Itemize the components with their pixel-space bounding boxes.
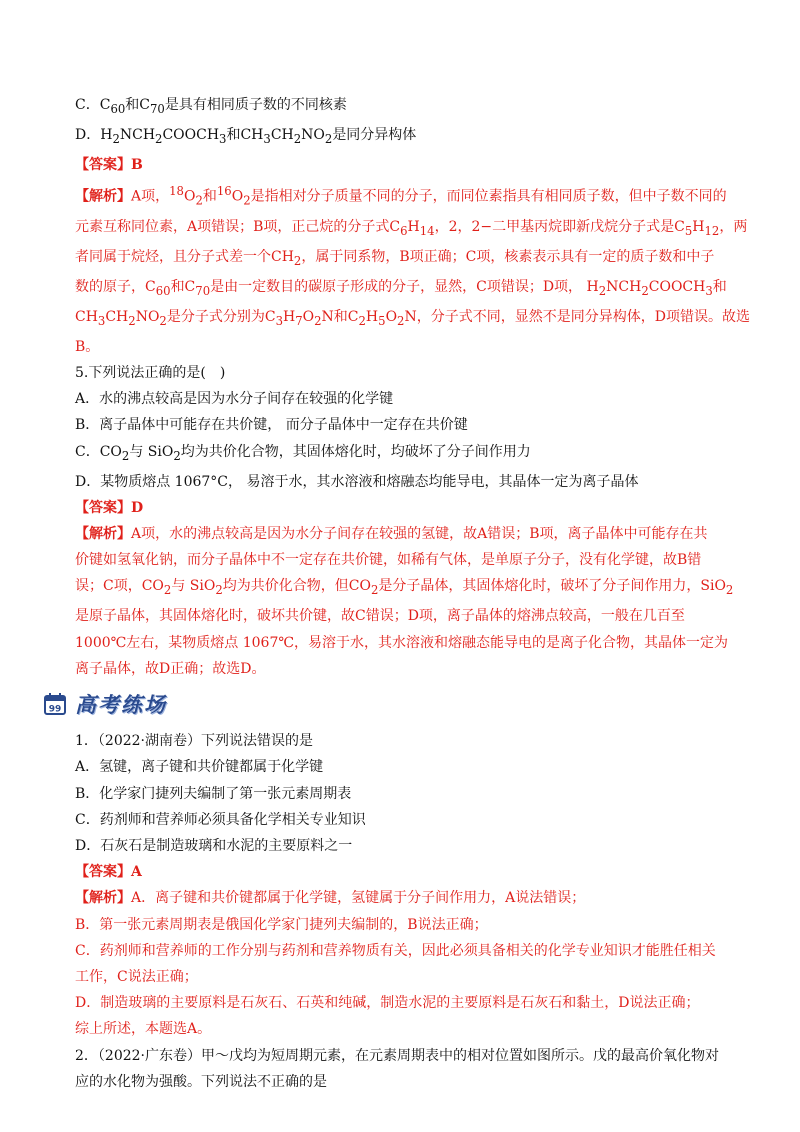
analysis-line: 工作，C说法正确； xyxy=(75,968,198,985)
analysis-line: 【解析】A项，$^{18}O_2$和$^{16}O_2$是指相对分子质量不同的分子，而同位素指具有相同质子数，但中子数不同的 xyxy=(75,184,727,208)
text-line: C．药剂师和营养师必须具备化学相关专业知识 xyxy=(75,811,366,828)
text-line: 【答案】D xyxy=(75,499,144,516)
analysis-line: 者同属于烷烃，且分子式差一个$CH_2$，属于同系物，B项正确；C项，核素表示具有一定的质子数和中子 xyxy=(75,248,715,268)
section-title: 高考练场 xyxy=(75,692,167,718)
analysis-line: 元素互称同位素，A项错误；B项，正己烷的分子式$C_6H_{14}$，2，2−二甲基丙烷即新戊烷分子式是$C_5H_{12}$，两 xyxy=(75,218,748,238)
analysis-line: C．药剂师和营养师的工作分别与药剂和营养物质有关，因此必须具备相关的化学专业知识才能胜任相关 xyxy=(75,942,716,959)
analysis-line: B。 xyxy=(75,338,100,355)
analysis-line: 价键如氢氧化钠，而分子晶体中不一定存在共价键，如稀有气体，是单原子分子，没有化学键，故B错 xyxy=(75,552,702,569)
text-line: D．某物质熔点 1067°C， 易溶于水，其水溶液和熔融态均能导电，其晶体一定为离子晶体 xyxy=(75,473,639,490)
calendar-icon-number: 99 xyxy=(48,704,62,715)
text-line: D．$H_2NCH_2COOCH_3$和$CH_3CH_2NO_2$是同分异构体 xyxy=(75,127,417,146)
document-page xyxy=(48,92,750,1095)
text-line: 【答案】B xyxy=(75,157,143,173)
analysis-line: 综上所述，本题选A。 xyxy=(75,1021,212,1038)
text-line: C．$CO_2$与 SiO$_2$均为共价化合物，其固体熔化时，均破坏了分子间作用力 xyxy=(75,443,531,463)
text-line: C．$C_{60}$和$C_{70}$是具有相同质子数的不同核素 xyxy=(75,97,347,116)
text-line: D．石灰石是制造玻璃和水泥的主要原料之一 xyxy=(75,837,353,854)
text-line: A．水的沸点较高是因为水分子间存在较强的化学键 xyxy=(75,391,394,408)
analysis-line: D．制造玻璃的主要原料是石灰石、石英和纯碱，制造水泥的主要原料是石灰石和黏土，D说法正确； xyxy=(75,995,700,1012)
practice-questions xyxy=(75,728,725,1095)
text-line: 【答案】A xyxy=(75,864,142,881)
text-line: A．氢键，离子键和共价键都属于化学键 xyxy=(75,759,324,776)
calendar-icon xyxy=(43,692,67,716)
text-line: 2．（2022·广东卷）甲～戊均为短周期元素，在元素周期表中的相对位置如图所示。戊的最高价氧化物对 xyxy=(75,1047,719,1064)
analysis-line: 离子晶体，故D正确；故选D。 xyxy=(75,660,266,677)
analysis-line: 误；C项，$CO_2$与 SiO$_2$均为共价化合物，但$CO_2$是分子晶体，其固体熔化时，破坏了分子间作用力，SiO$_2$ xyxy=(75,578,734,598)
text-line: B．离子晶体中可能存在共价键， 而分子晶体中一定存在共价键 xyxy=(75,417,468,434)
analysis-line: B．第一张元素周期表是俄国化学家门捷列夫编制的，B说法正确； xyxy=(75,916,488,933)
question-4-tail-and-question-5 xyxy=(75,92,750,682)
analysis-line: 【解析】A项，水的沸点较高是因为水分子间存在较强的氢键，故A错误；B项，离子晶体中可能存在共 xyxy=(75,526,708,543)
analysis-line: 1000℃左右，某物质熔点 1067℃，易溶于水，其水溶液和熔融态能导电的是离子化合物，其晶体一定为 xyxy=(75,634,729,651)
analysis-line: 数的原子，$C_{60}$和$C_{70}$是由一定数目的碳原子形成的分子，显然，C项错误；D项， $H_2NCH_2COOCH_3$和 xyxy=(75,278,727,298)
text-line: 5.下列说法正确的是( ) xyxy=(75,365,226,382)
analysis-line: $CH_3CH_2NO_2$是分子式分别为$C_3H_7O_2N$和$C_2H_5O_2N$，分子式不同，显然不是同分异构体，D项错误。故选 xyxy=(75,308,750,328)
text-line: 1．（2022·湖南卷）下列说法错误的是 xyxy=(75,733,313,750)
section-banner xyxy=(43,684,725,724)
analysis-line: 是原子晶体，其固体熔化时，破坏共价键，故C错误；D项，离子晶体的熔沸点较高，一般在几百至 xyxy=(75,608,685,625)
analysis-line: 【解析】A．离子键和共价键都属于化学键，氢键属于分子间作用力，A说法错误； xyxy=(75,890,586,907)
text-line: 应的水化物为强酸。下列说法不正确的是 xyxy=(75,1073,327,1090)
text-line: B．化学家门捷列夫编制了第一张元素周期表 xyxy=(75,785,352,802)
